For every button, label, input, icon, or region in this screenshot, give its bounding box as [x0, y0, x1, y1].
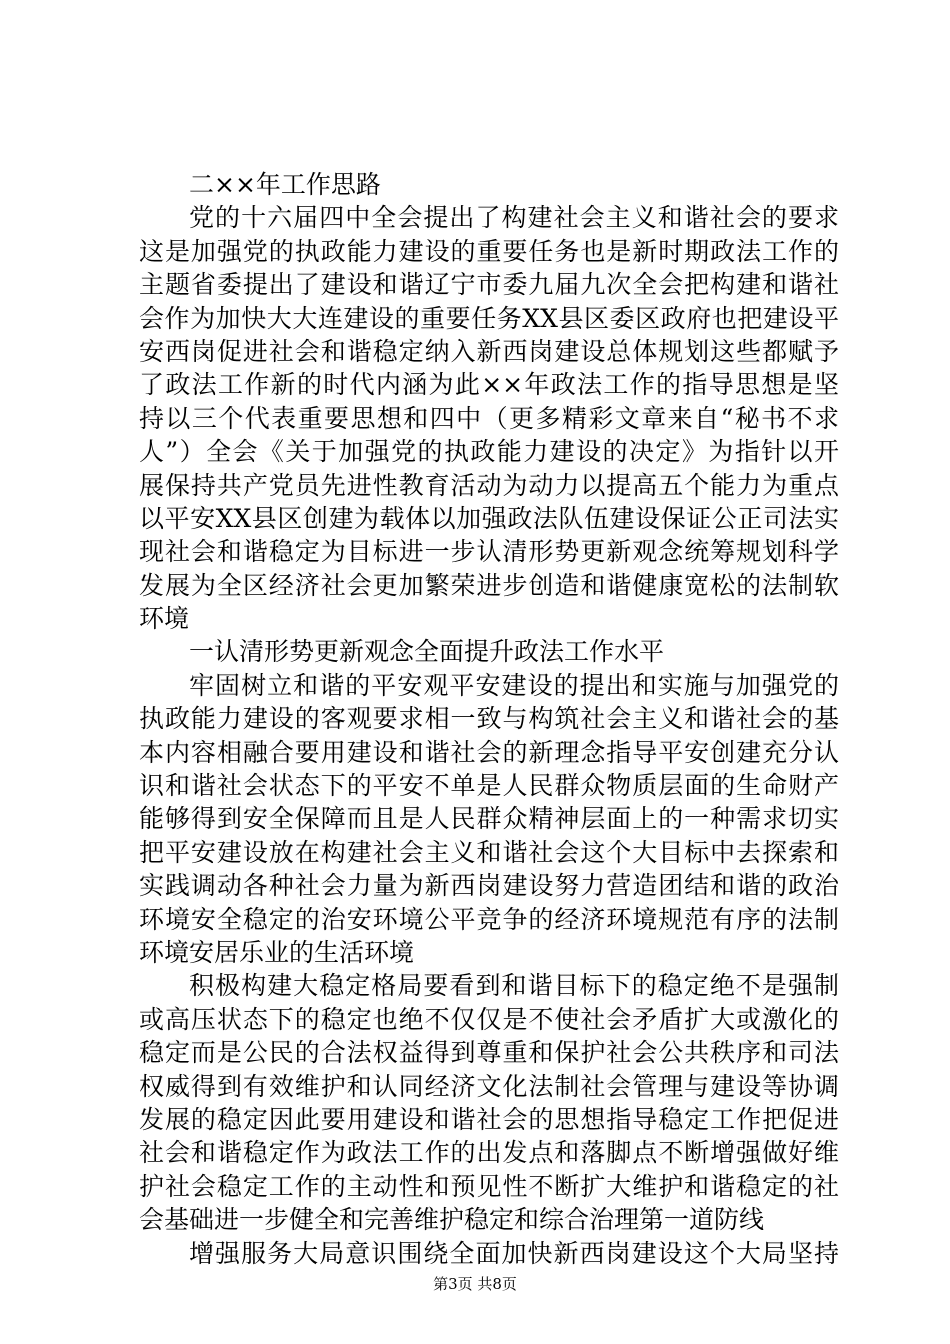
- text-line: 发展的稳定因此要用建设和谐社会的思想指导稳定工作把促进: [139, 1104, 839, 1134]
- text-line: 识和谐社会状态下的平安不单是人民群众物质层面的生命财产: [139, 771, 839, 801]
- text-line: 牢固树立和谐的平安观平安建设的提出和实施与加强党的: [189, 670, 839, 700]
- text-line: 环境安全稳定的治安环境公平竞争的经济环境规范有序的法制: [139, 904, 839, 934]
- text-line: 环境: [139, 604, 190, 634]
- text-line: 本内容相融合要用建设和谐社会的新理念指导平安创建充分认: [139, 737, 839, 767]
- text-line: 社会和谐稳定作为政法工作的出发点和落脚点不断增强做好维: [139, 1138, 839, 1168]
- text-line: 环境安居乐业的生活环境: [139, 937, 415, 967]
- text-line: 一认清形势更新观念全面提升政法工作水平: [189, 637, 665, 667]
- text-line: 会作为加快大大连建设的重要任务XX县区委区政府也把建设平: [139, 303, 839, 333]
- text-line: 能够得到安全保障而且是人民群众精神层面上的一种需求切实: [139, 804, 839, 834]
- text-line: 稳定而是公民的合法权益得到尊重和保护社会公共秩序和司法: [139, 1038, 839, 1068]
- text-line: 党的十六届四中全会提出了构建社会主义和谐社会的要求: [189, 203, 839, 233]
- text-line: 主题省委提出了建设和谐辽宁市委九届九次全会把构建和谐社: [139, 270, 839, 300]
- page-number: 第3页 共8页: [433, 1275, 517, 1293]
- document-body: [139, 168, 839, 1270]
- text-line: 或高压状态下的稳定也绝不仅仅是不使社会矛盾扩大或激化的: [139, 1004, 839, 1034]
- text-line: 二××年工作思路: [189, 170, 381, 199]
- text-line: 实践调动各种社会力量为新西岗建设努力营造团结和谐的政治: [139, 871, 839, 901]
- text-line: 会基础进一步健全和完善维护稳定和综合治理第一道防线: [139, 1205, 765, 1235]
- text-line: 发展为全区经济社会更加繁荣进步创造和谐健康宽松的法制软: [139, 570, 839, 600]
- text-line: 积极构建大稳定格局要看到和谐目标下的稳定绝不是强制: [189, 971, 839, 1001]
- text-line: 安西岗促进社会和谐稳定纳入新西岗建设总体规划这些都赋予: [139, 336, 839, 366]
- text-line: 把平安建设放在构建社会主义和谐社会这个大目标中去探索和: [139, 837, 839, 867]
- text-line: 展保持共产党员先进性教育活动为动力以提高五个能力为重点: [139, 470, 839, 500]
- text-line: 现社会和谐稳定为目标进一步认清形势更新观念统筹规划科学: [139, 537, 839, 567]
- text-line: 增强服务大局意识围绕全面加快新西岗建设这个大局坚持: [189, 1238, 839, 1268]
- text-line: 持以三个代表重要思想和四中（更多精彩文章来自“秘书不求: [139, 403, 839, 433]
- text-line: 人”）全会《关于加强党的执政能力建设的决定》为指针以开: [139, 437, 839, 467]
- text-line: 权威得到有效维护和认同经济文化法制社会管理与建设等协调: [139, 1071, 839, 1101]
- text-line: 了政法工作新的时代内涵为此××年政法工作的指导思想是坚: [139, 370, 839, 400]
- text-line: 这是加强党的执政能力建设的重要任务也是新时期政法工作的: [139, 236, 839, 266]
- text-line: 护社会稳定工作的主动性和预见性不断扩大维护和谐稳定的社: [139, 1171, 839, 1201]
- text-line: 执政能力建设的客观要求相一致与构筑社会主义和谐社会的基: [139, 704, 839, 734]
- page-footer: [0, 1274, 950, 1294]
- text-line: 以平安XX县区创建为载体以加强政法队伍建设保证公正司法实: [139, 503, 839, 533]
